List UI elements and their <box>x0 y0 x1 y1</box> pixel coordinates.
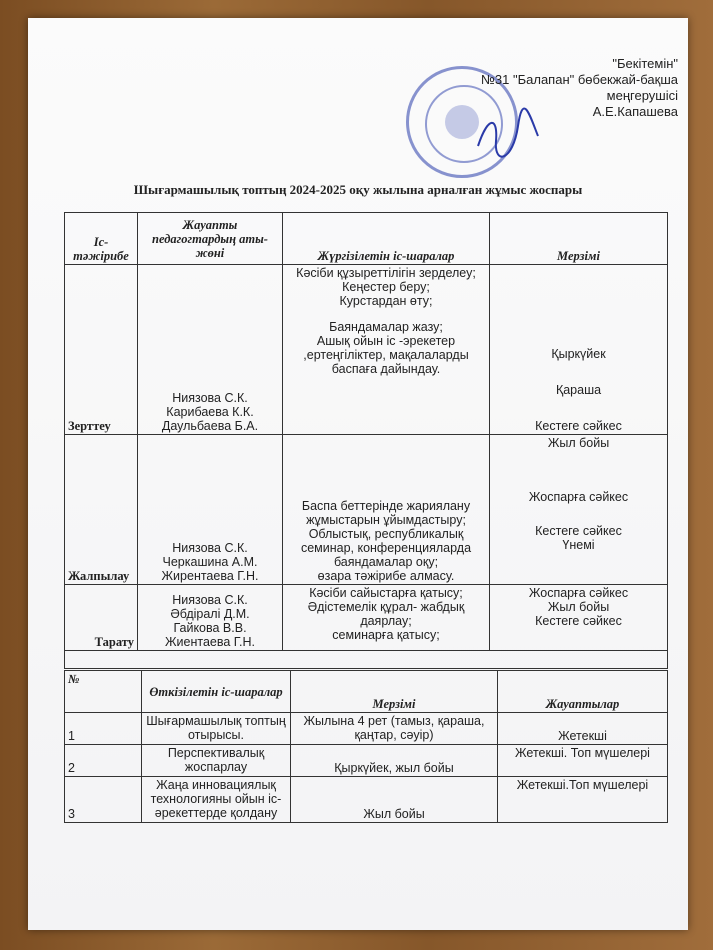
header-teachers: Жауапты педагогтардың аты-жөні <box>138 213 283 265</box>
row-number: 2 <box>65 745 142 777</box>
document-page <box>28 18 688 930</box>
teachers-cell: Ниязова С.К. Әбдіралі Д.М. Гайкова В.В. Жиентаева Г.Н. <box>138 585 283 651</box>
teachers-cell: Ниязова С.К. Черкашина А.М. Жирентаева Г.Н. <box>138 435 283 585</box>
header-deadline: Мерзімі <box>490 213 668 265</box>
plan-table <box>64 212 668 669</box>
row-number: 1 <box>65 713 142 745</box>
header-activities: Жүргізілетін іс-шаралар <box>283 213 490 265</box>
header-stage: Іс-тәжірибе <box>65 213 138 265</box>
approval-line-2: №31 "Балапан" бөбекжай-бақша <box>480 72 678 87</box>
document-title: Шығармашылық топтың 2024-2025 оқу жылына арналған жұмыс жоспары <box>133 182 583 197</box>
table-row <box>65 713 668 745</box>
event-cell: Перспективалық жоспарлау <box>142 745 291 777</box>
stage-cell: Жалпылау <box>65 435 138 585</box>
approval-block <box>448 56 678 120</box>
events-table <box>64 670 668 823</box>
responsible-cell: Жетекші <box>498 713 668 745</box>
responsible-cell: Жетекші.Топ мүшелері <box>498 777 668 823</box>
deadline-cell: Қыркүйек Қараша Кестеге сәйкес <box>490 265 668 435</box>
stage-cell: Зерттеу <box>65 265 138 435</box>
table-row <box>65 585 668 651</box>
event-cell: Жаңа инновациялық технологияны ойын іс-әрекеттерде қолдану <box>142 777 291 823</box>
event-deadline-cell: Қыркүйек, жыл бойы <box>291 745 498 777</box>
responsible-cell: Жетекші. Топ мүшелері <box>498 745 668 777</box>
deadline-cell: Жыл бойы Жоспарға сәйкес Кестеге сәйкес Үнемі <box>490 435 668 585</box>
event-deadline-cell: Жыл бойы <box>291 777 498 823</box>
approval-line-4: А.Е.Капашева <box>592 104 678 119</box>
header-number: № <box>65 671 142 713</box>
activities-cell: Кәсіби сайыстарға қатысу; Әдістемелік құрал- жабдық даярлау; семинарға қатысу; <box>283 585 490 651</box>
table-row <box>65 745 668 777</box>
table-row <box>65 265 668 435</box>
table-row <box>65 435 668 585</box>
header-events-deadline: Мерзімі <box>291 671 498 713</box>
approval-line-3: меңгерушісі <box>606 88 678 103</box>
row-number: 3 <box>65 777 142 823</box>
teachers-cell: Ниязова С.К. Карибаева К.К. Даульбаева Б.А. <box>138 265 283 435</box>
event-cell: Шығармашылық топтың отырысы. <box>142 713 291 745</box>
activities-cell: Кәсіби құзыреттілігін зерделеу; Кеңестер беру; Курстардан өту; Баяндамалар жазу; Ашық ойын іс -эрекетер ,ертеңгіліктер, мақалаларды баспаға дайындау. <box>283 265 490 435</box>
activities-cell: Баспа беттерінде жариялану жұмыстарын ұйымдастыру; Облыстық, республикалық семинар, конференцияларда баяндамалар оқу; өзара тәжірибе алмасу. <box>283 435 490 585</box>
deadline-cell: Жоспарға сәйкес Жыл бойы Кестеге сәйкес <box>490 585 668 651</box>
stage-cell: Тарату <box>65 585 138 651</box>
approval-line-1: "Бекітемін" <box>612 56 678 71</box>
header-events: Өткізілетін іс-шаралар <box>142 671 291 713</box>
header-responsible: Жауаптылар <box>498 671 668 713</box>
event-deadline-cell: Жылына 4 рет (тамыз, қараша, қаңтар, сәуір) <box>291 713 498 745</box>
table-row <box>65 777 668 823</box>
